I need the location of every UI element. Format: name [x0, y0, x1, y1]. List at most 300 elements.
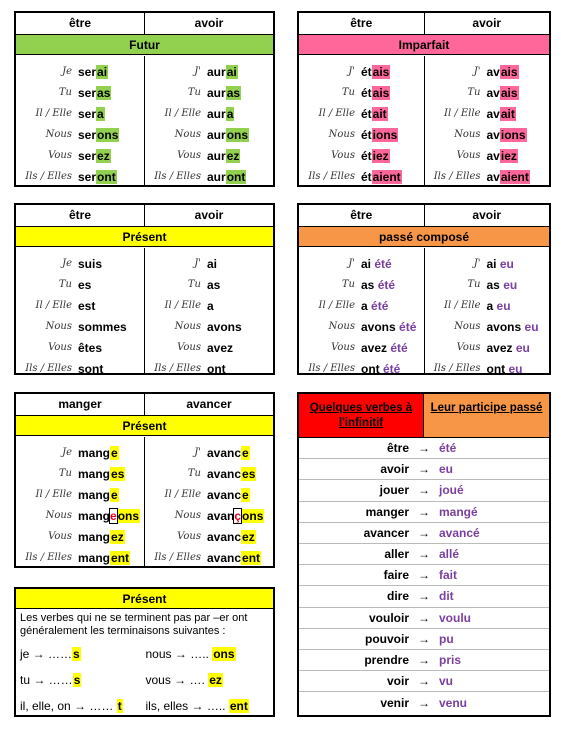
col-avancer: avancer — [144, 394, 273, 415]
note-right — [146, 647, 270, 661]
participe-passe: mangé — [439, 504, 478, 519]
verb-form — [487, 299, 511, 313]
conjugation-row — [145, 505, 273, 526]
participe-passe: été — [439, 441, 457, 456]
imparfait-header — [299, 13, 549, 35]
conjugation-row — [299, 103, 424, 124]
infinitive-verb: faire — [383, 568, 409, 583]
participe-row — [299, 502, 549, 523]
conjugation-row — [16, 484, 144, 505]
pronoun: J' — [348, 258, 355, 269]
participe-passe: eu — [439, 462, 454, 477]
participe-passe: allé — [439, 547, 460, 562]
verb-form — [487, 278, 518, 292]
verb-ending: aient — [500, 169, 529, 184]
conjugation-row — [425, 274, 550, 295]
passe-etre-column — [299, 248, 424, 376]
verb-stem: mang — [78, 487, 111, 502]
pronoun: Nous — [45, 510, 72, 521]
verb-stem: avanc — [207, 466, 242, 481]
verb-form — [207, 551, 261, 565]
verb-stem: es — [78, 277, 92, 292]
verb-form — [78, 257, 102, 271]
pronoun: Vous — [331, 150, 355, 161]
conjugation-row — [16, 103, 144, 124]
verb-ending: aient — [372, 169, 401, 184]
conjugation-row — [16, 274, 144, 295]
present-body — [16, 248, 273, 376]
verb-form — [207, 467, 256, 481]
note-endings-grid — [20, 641, 269, 719]
participe-row — [299, 565, 549, 586]
verb-form — [361, 341, 408, 355]
pronoun: Ils / Elles — [154, 552, 201, 563]
conjugation-row — [299, 253, 424, 274]
conjugation-row — [425, 253, 550, 274]
conjugation-row — [145, 484, 273, 505]
arrow-icon: → — [418, 589, 430, 604]
participe-row — [299, 671, 549, 692]
pronoun: J' — [348, 66, 355, 77]
verb-ending: iez — [372, 148, 389, 163]
conjugation-row — [299, 145, 424, 166]
pronoun: Vous — [177, 531, 201, 542]
verb-stem: avanc — [207, 487, 242, 502]
pronoun: Tu — [58, 468, 72, 479]
participe-passe: pu — [439, 631, 454, 646]
verb-form — [78, 551, 130, 565]
note-pronoun: ils, elles → ….. — [145, 699, 229, 713]
verb-stem: a — [361, 298, 368, 313]
verb-form — [487, 65, 519, 79]
pronoun: Tu — [187, 87, 201, 98]
verb-form — [487, 86, 519, 100]
verb-form — [78, 149, 111, 163]
verb-form — [207, 341, 233, 355]
participe-row — [299, 608, 549, 629]
conjugation-row — [299, 337, 424, 358]
col-etre: être — [350, 16, 373, 30]
verb-stem: avanc — [207, 550, 242, 565]
verb-stem: avez — [361, 340, 388, 355]
verb-stem: avons — [207, 319, 242, 334]
note-text: Les verbes qui ne se terminent pas par –er ont généralement les terminaisons suivantes : — [20, 612, 248, 637]
verb-stem: av — [486, 106, 500, 121]
pronoun: J' — [194, 447, 201, 458]
verb-form — [78, 509, 140, 523]
manger-body — [16, 437, 273, 566]
present-etre-column — [16, 248, 144, 376]
participe-passe: voulu — [439, 610, 471, 625]
verb-form — [361, 278, 395, 292]
verb-form — [78, 170, 117, 184]
pronoun: Nous — [45, 321, 72, 332]
arrow-icon: → — [418, 547, 430, 562]
note-pronoun: nous → ….. — [145, 647, 213, 661]
verb-form — [361, 257, 392, 271]
participe-row — [299, 438, 549, 459]
note-row — [20, 641, 269, 667]
infinitive-verb: venir — [380, 695, 409, 710]
note-pronoun: il, elle, on → …… — [20, 699, 117, 713]
verb-stem: ét — [361, 64, 372, 79]
infinitive-header: Quelques verbes à l'infinitif — [299, 394, 424, 437]
arrow-icon: → — [418, 652, 430, 667]
verb-ending: ai — [97, 64, 108, 79]
conjugation-row — [299, 82, 424, 103]
verb-form — [207, 257, 217, 271]
pronoun: Ils / Elles — [433, 363, 481, 374]
verb-form — [207, 278, 220, 292]
pronoun: Tu — [187, 279, 201, 290]
note-left — [20, 699, 144, 713]
passe-compose-card — [297, 203, 551, 375]
participe-header-label: Leur participe passé — [424, 394, 549, 437]
verb-stem: ét — [361, 148, 372, 163]
futur-header — [16, 13, 273, 35]
verb-ending: eu — [499, 256, 514, 271]
verb-form — [78, 341, 102, 355]
verb-stem: ont — [486, 361, 506, 376]
passe-body — [299, 248, 549, 376]
conjugation-row — [16, 82, 144, 103]
verb-ending: eu — [508, 361, 523, 376]
verb-stem: ai — [361, 256, 372, 271]
verb-stem: mang — [78, 550, 111, 565]
pronoun: Ils / Elles — [25, 363, 72, 374]
verb-stem: aur — [207, 169, 226, 184]
verb-form — [78, 86, 111, 100]
futur-etre-column — [16, 56, 144, 185]
arrow-icon: → — [418, 610, 430, 625]
verb-ending: ons — [226, 127, 249, 142]
verb-ending: été — [374, 256, 392, 271]
arrow-icon: → — [418, 631, 430, 646]
arrow-icon: → — [418, 674, 430, 689]
pronoun: Nous — [174, 510, 201, 521]
verb-ending: ions — [372, 127, 398, 142]
arrow-icon: → — [418, 462, 430, 477]
pronoun: Nous — [454, 129, 481, 140]
imparfait-avoir-column — [424, 56, 550, 185]
verb-stem: avan — [207, 508, 235, 523]
verb-ending: as — [226, 85, 241, 100]
verb-ending: été — [371, 298, 389, 313]
pronoun: Ils / Elles — [25, 552, 72, 563]
conjugation-row — [299, 124, 424, 145]
verb-stem: ai — [486, 256, 497, 271]
infinitive-verb: être — [386, 441, 409, 456]
note-ending: s — [73, 673, 81, 687]
pronoun: Ils / Elles — [308, 171, 355, 182]
verb-ending: ent — [242, 550, 261, 565]
verb-ending: a — [97, 106, 104, 121]
verb-ending: été — [399, 319, 417, 334]
verb-stem: aur — [207, 127, 226, 142]
pronoun: Ils / Elles — [154, 363, 201, 374]
verb-ending: es — [242, 466, 256, 481]
participe-row — [299, 629, 549, 650]
futur-body — [16, 56, 273, 185]
col-avoir: avoir — [144, 13, 273, 34]
verb-ending: e — [242, 487, 249, 502]
arrow-icon: → — [418, 483, 430, 498]
verb-stem: as — [207, 277, 221, 292]
infinitive-verb: vouloir — [368, 610, 409, 625]
stem-change-letter: e — [110, 508, 117, 523]
conjugation-row — [145, 337, 273, 358]
verb-stem: ser — [78, 106, 97, 121]
verb-stem: avons — [361, 319, 396, 334]
verb-form — [487, 341, 530, 355]
pronoun: Il / Elle — [35, 489, 72, 500]
infinitive-verb: avancer — [363, 525, 409, 540]
arrow-icon: → — [418, 441, 430, 456]
participe-row — [299, 586, 549, 607]
present-note-card — [14, 587, 275, 717]
participe-row — [299, 544, 549, 565]
verb-stem: est — [78, 298, 96, 313]
conjugation-row — [425, 358, 550, 379]
verb-form — [361, 320, 416, 334]
pronoun: Nous — [454, 321, 481, 332]
conjugation-row — [16, 337, 144, 358]
participe-passe: avancé — [439, 525, 480, 540]
conjugation-row — [425, 103, 550, 124]
verb-stem: avez — [207, 340, 234, 355]
note-ending: ent — [229, 699, 248, 713]
participe-passe-card — [297, 392, 551, 717]
passe-avoir-column — [424, 248, 550, 376]
conjugation-row — [16, 166, 144, 187]
pronoun: Tu — [467, 87, 481, 98]
conjugation-row — [145, 526, 273, 547]
imparfait-body — [299, 56, 549, 185]
infinitive-verb: pouvoir — [365, 631, 409, 646]
conjugation-row — [145, 82, 273, 103]
verb-form — [361, 170, 402, 184]
verb-form — [78, 320, 127, 334]
imparfait-band: Imparfait — [299, 35, 549, 55]
verb-stem: ser — [78, 64, 97, 79]
manger-band: Présent — [16, 416, 273, 436]
verb-ending: e — [111, 487, 118, 502]
passe-band: passé composé — [299, 227, 549, 247]
verb-ending: ait — [372, 106, 387, 121]
conjugation-row — [145, 145, 273, 166]
verb-stem: mang — [78, 529, 111, 544]
avancer-column — [144, 437, 273, 566]
pronoun: Je — [62, 66, 72, 77]
pronoun: Tu — [58, 279, 72, 290]
verb-ending: ez — [242, 529, 255, 544]
verb-form — [361, 86, 390, 100]
infinitive-verb: manger — [365, 504, 409, 519]
stem-change-letter: ç — [234, 508, 242, 523]
participe-passe: pris — [439, 652, 462, 667]
verb-ending: ons — [117, 508, 140, 523]
verb-stem: ont — [207, 361, 226, 376]
verb-form — [207, 530, 256, 544]
verb-ending: ai — [226, 64, 237, 79]
pronoun: Tu — [341, 87, 355, 98]
verb-stem: sont — [78, 361, 104, 376]
verb-stem: ser — [78, 148, 97, 163]
conjugation-row — [299, 316, 424, 337]
pronoun: Tu — [341, 279, 355, 290]
participe-passe: venu — [439, 695, 468, 710]
verb-ending: ez — [111, 529, 124, 544]
participe-passe: joué — [439, 483, 464, 498]
present-avoir-column — [144, 248, 273, 376]
verb-stem: as — [361, 277, 375, 292]
conjugation-row — [425, 166, 550, 187]
conjugation-row — [299, 274, 424, 295]
pronoun: Ils / Elles — [25, 171, 72, 182]
verb-form — [78, 128, 119, 142]
verb-ending: ons — [97, 127, 119, 142]
conjugation-row — [145, 358, 273, 379]
participe-row — [299, 480, 549, 501]
pronoun: Il / Elle — [164, 489, 201, 500]
conjugation-row — [16, 61, 144, 82]
verb-stem: ser — [78, 169, 97, 184]
verb-form — [207, 170, 246, 184]
note-right — [146, 699, 270, 713]
col-manger: manger — [58, 397, 102, 411]
verb-form — [78, 278, 91, 292]
conjugation-row — [145, 295, 273, 316]
conjugation-row — [16, 124, 144, 145]
conjugation-row — [425, 145, 550, 166]
verb-form — [207, 299, 214, 313]
conjugation-row — [145, 547, 273, 568]
pronoun: J' — [194, 258, 201, 269]
arrow-icon: → — [418, 504, 430, 519]
note-left — [20, 673, 144, 687]
conjugation-row — [425, 124, 550, 145]
conjugation-row — [145, 253, 273, 274]
verb-form — [78, 299, 95, 313]
verb-form — [207, 107, 234, 121]
verb-stem: a — [207, 298, 214, 313]
participe-header — [299, 394, 549, 438]
verb-form — [487, 149, 518, 163]
note-left — [20, 647, 144, 661]
pronoun: Vous — [48, 531, 72, 542]
verb-form — [207, 320, 242, 334]
verb-stem: a — [486, 298, 494, 313]
pronoun: Il / Elle — [318, 108, 355, 119]
verb-ending: ez — [226, 148, 240, 163]
verb-stem: av — [486, 169, 500, 184]
verb-form — [361, 65, 390, 79]
note-pronoun: vous → …. — [145, 673, 209, 687]
participe-rows — [299, 438, 549, 713]
verb-ending: ais — [500, 64, 518, 79]
present-manger-avancer-card — [14, 392, 275, 568]
conjugation-row — [16, 145, 144, 166]
note-band: Présent — [16, 589, 273, 609]
verb-form — [207, 149, 240, 163]
pronoun: J' — [473, 258, 481, 269]
verb-ending: as — [97, 85, 111, 100]
verb-stem: mang — [78, 445, 111, 460]
col-avoir: avoir — [144, 205, 273, 226]
col-etre: être — [68, 208, 91, 222]
conjugation-row — [16, 316, 144, 337]
conjugation-row — [145, 61, 273, 82]
verb-form — [361, 128, 398, 142]
pronoun: Nous — [174, 321, 201, 332]
verb-form — [487, 320, 539, 334]
verb-ending: ont — [97, 169, 116, 184]
verb-form — [487, 128, 527, 142]
verb-stem: aur — [207, 64, 226, 79]
verb-ending: ent — [111, 550, 130, 565]
note-pronoun: tu → …… — [20, 673, 73, 687]
conjugation-row — [299, 166, 424, 187]
conjugation-row — [16, 358, 144, 379]
verb-stem: ét — [361, 169, 372, 184]
conjugation-row — [16, 547, 144, 568]
infinitive-verb: avoir — [380, 462, 409, 477]
verb-ending: ez — [97, 148, 110, 163]
verb-stem: sommes — [78, 319, 127, 334]
verb-stem: av — [486, 64, 500, 79]
note-row — [20, 693, 269, 719]
pronoun: Il / Elle — [444, 300, 481, 311]
conjugation-row — [299, 295, 424, 316]
conjugation-row — [145, 166, 273, 187]
verb-ending: a — [226, 106, 234, 121]
verb-form — [487, 170, 530, 184]
participe-passe: fait — [439, 568, 457, 583]
verb-stem: suis — [78, 256, 103, 271]
futur-avoir-column — [144, 56, 273, 185]
infinitive-verb: dire — [386, 589, 409, 604]
arrow-icon: → — [418, 525, 430, 540]
verb-ending: ais — [372, 85, 390, 100]
present-etre-avoir-card — [14, 203, 275, 375]
arrow-icon: → — [418, 568, 430, 583]
conjugation-row — [299, 61, 424, 82]
verb-stem: av — [486, 85, 500, 100]
imparfait-card — [297, 11, 551, 187]
infinitive-verb: prendre — [364, 652, 409, 667]
pronoun: Vous — [456, 150, 481, 161]
conjugation-row — [425, 316, 550, 337]
verb-ending: e — [111, 445, 118, 460]
verb-stem: mang — [78, 508, 111, 523]
participe-row — [299, 650, 549, 671]
pronoun: Nous — [174, 129, 201, 140]
participe-row — [299, 523, 549, 544]
present-header — [16, 205, 273, 227]
verb-ending: eu — [496, 298, 511, 313]
pronoun: Ils / Elles — [433, 171, 481, 182]
verb-ending: eu — [524, 319, 539, 334]
verb-form — [361, 149, 390, 163]
verb-form — [78, 446, 119, 460]
verb-stem: mang — [78, 466, 111, 481]
verb-form — [207, 488, 250, 502]
verb-form — [207, 446, 250, 460]
conjugation-row — [425, 61, 550, 82]
note-row — [20, 667, 269, 693]
col-etre: être — [350, 208, 373, 222]
verb-stem: avanc — [207, 445, 242, 460]
